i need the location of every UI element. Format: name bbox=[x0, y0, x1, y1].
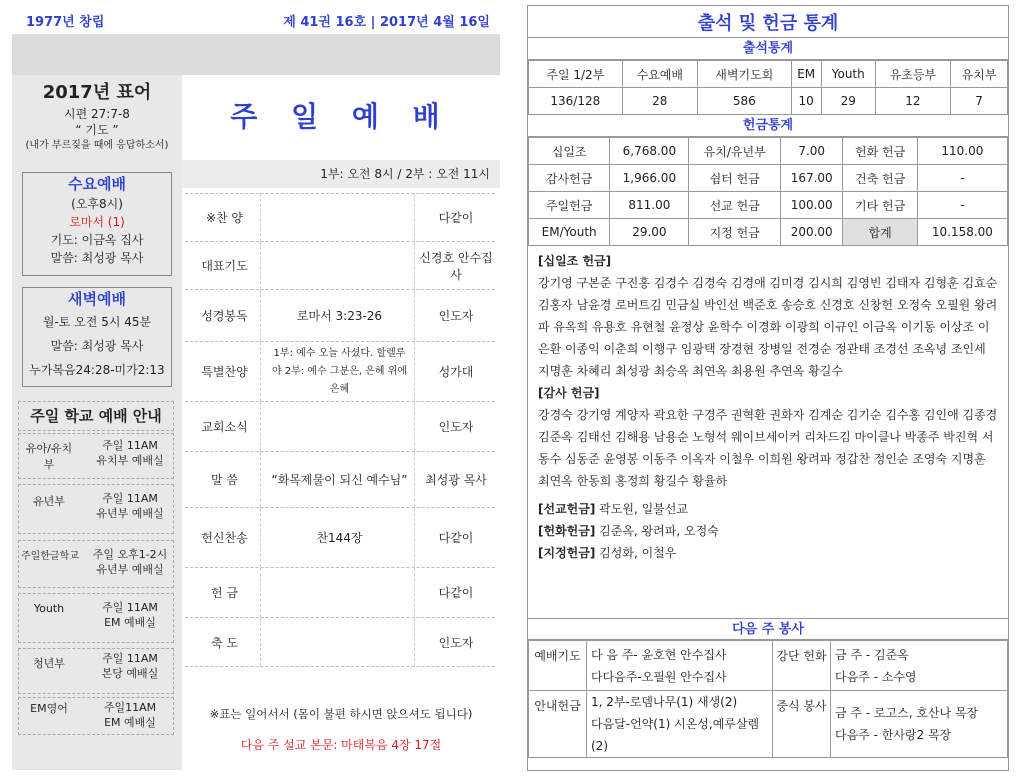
wednesday-title: 수요예배 bbox=[68, 175, 126, 193]
motto-sub: (내가 부르짖을 때에 응답하소서) bbox=[25, 140, 169, 151]
order-row: 교회소식 인도자 bbox=[185, 401, 495, 451]
wednesday-sermon: 말씀: 최성광 목사 bbox=[50, 251, 144, 265]
school-time: 주일 11AM 본당 예배실 bbox=[101, 652, 159, 680]
tithe-label: [십일조 헌금] bbox=[538, 254, 612, 268]
dawn-title: 새벽예배 bbox=[68, 290, 126, 308]
offering-row: 주일헌금 811.00 선교 헌금 100.00 기타 헌금 - bbox=[529, 192, 1008, 219]
stats-panel bbox=[527, 5, 1009, 771]
school-time: 주일11AM EM 예배실 bbox=[103, 701, 157, 729]
attendance-value-row: 136/128 28 586 10 29 12 7 bbox=[529, 88, 1008, 115]
school-item bbox=[18, 593, 174, 643]
mission-line: [선교헌금] 곽도원, 일불선교 bbox=[538, 502, 688, 516]
school-title: 주일 학교 예배 안내 bbox=[18, 401, 174, 431]
dawn-sermon: 말씀: 최성광 목사 bbox=[50, 339, 144, 353]
school-item bbox=[18, 540, 174, 588]
motto-block bbox=[12, 80, 182, 153]
header-band bbox=[12, 34, 500, 75]
school-item bbox=[18, 484, 174, 534]
attendance-title: 출석통계 bbox=[528, 38, 1008, 60]
worship-times: 1부: 오전 8시 / 2부 : 오전 11시 bbox=[182, 160, 500, 188]
order-row: 축 도 인도자 bbox=[185, 617, 495, 667]
school-item bbox=[18, 433, 174, 479]
issue-date: 제 41권 16호 | 2017년 4월 16일 bbox=[283, 15, 490, 30]
attendance-table bbox=[528, 60, 1008, 115]
motto-verse: 시편 27:7-8 bbox=[64, 107, 130, 121]
order-row: 성경봉독 로마서 3:23-26 인도자 bbox=[185, 289, 495, 341]
motto-quote: “ 기도 ” bbox=[75, 123, 119, 137]
order-row: 헌신찬송 찬144장 다같이 bbox=[185, 507, 495, 567]
donor-lists bbox=[528, 246, 1008, 618]
wednesday-time: (오후8시) bbox=[71, 197, 123, 211]
dawn-time: 월-토 오전 5시 45분 bbox=[42, 315, 152, 329]
offering-row: 십일조 6,768.00 유치/유년부 7.00 헌화 헌금 110.00 bbox=[529, 138, 1008, 165]
school-name: 주일한글학교 bbox=[21, 551, 79, 562]
school-time: 주일 11AM 유년부 예배실 bbox=[96, 492, 164, 520]
dawn-service-box bbox=[22, 287, 172, 387]
school-name: 유년부 bbox=[33, 495, 65, 508]
tithe-names: 강기영 구본준 구진홍 김경수 김경숙 김경애 김미경 김시희 김영빈 김태자 김형훈 김효순 김홍자 남윤경 로버트김 민금실 박인선 백준호 송승호 신경호 신창헌 오정숙 오필원 왕려파 유옥희 유용호 유현철 윤정상 윤학수 이경화 이광희 이규인 이금옥 이기동 이상조 이은환 이종익 이춘희 이행구 임광택 장경현 장병일 전경순 정관태 조경선 조옥녕 조인세 지명훈 차혜리 최성광 최승옥 최연옥 최용원 추연옥 황길수 bbox=[538, 276, 998, 378]
dawn-text: 누가복음24:28-미가2:13 bbox=[29, 363, 165, 377]
wednesday-prayer: 기도: 이금옥 집사 bbox=[50, 233, 144, 247]
total-label: 합계 bbox=[843, 219, 917, 246]
offering-table bbox=[528, 137, 1008, 246]
motto-title: 2017년 표어 bbox=[42, 82, 152, 103]
serve-row: 예배기도 다 음 주- 윤호현 안수집사 다다음주-오필원 안수집사 강단 헌화 금 주 - 김준옥 다음주 - 소수영 bbox=[529, 641, 1008, 691]
school-time: 주일 11AM 유치부 예배실 bbox=[96, 439, 164, 467]
order-row: 헌 금 다같이 bbox=[185, 567, 495, 617]
school-item bbox=[18, 648, 174, 694]
stats-title: 출석 및 헌금 통계 bbox=[528, 6, 1008, 38]
order-row: 대표기도 신경호 안수집사 bbox=[185, 241, 495, 289]
offering-title: 헌금통계 bbox=[528, 115, 1008, 137]
thanks-names: 강경숙 강기영 계양자 곽요한 구경주 권혁환 권화자 김계순 김기순 김수홍 김인애 김종경 김준옥 김태선 김해용 남용순 노형석 웨이브세이커 리차드김 마이클나 박종주 박진혁 서동수 심동준 윤영봉 이동주 이옥자 이철우 이희원 왕려파 정갑찬 정인순 조영숙 지명훈 최연옥 한동희 홍정희 황길수 황율하 bbox=[538, 408, 998, 488]
offering-row: 감사헌금 1,966.00 쉼터 헌금 167.00 건축 헌금 - bbox=[529, 165, 1008, 192]
total-value: 10.158.00 bbox=[917, 219, 1007, 246]
school-time: 주일 11AM EM 예배실 bbox=[102, 601, 158, 629]
wednesday-text: 로마서 (1) bbox=[69, 215, 125, 229]
serve-table bbox=[528, 640, 1008, 758]
thanks-label: [감사 헌금] bbox=[538, 386, 600, 400]
designated-line: [지정헌금] 김성화, 이철우 bbox=[538, 546, 677, 560]
order-row: ※찬 양 다같이 bbox=[185, 193, 495, 241]
flower-line: [헌화헌금] 김준옥, 왕려파, 오정숙 bbox=[538, 524, 719, 538]
founded-year: 1977년 창립 bbox=[26, 15, 105, 30]
order-row: 특별찬양 1부: 예수 오늘 사셨다. 할렐루야 2부: 예수 그분은, 은혜 위에 은혜 성가대 bbox=[185, 341, 495, 401]
bulletin-header bbox=[12, 8, 500, 32]
next-sermon: 다음 주 설교 본문: 마태복음 4장 17절 bbox=[240, 738, 442, 752]
order-row: 말 씀 “화목제물이 되신 예수님” 최성광 목사 bbox=[185, 451, 495, 507]
attendance-header-row: 주일 1/2부 수요예배 새벽기도회 EM Youth 유초등부 유치부 bbox=[529, 61, 1008, 88]
school-name: Youth bbox=[33, 602, 65, 615]
school-name: 청년부 bbox=[33, 657, 65, 670]
school-name: EM영어 bbox=[30, 702, 68, 715]
school-item bbox=[18, 697, 174, 735]
worship-note: ※표는 일어서서 (몸이 불편 하시면 앉으셔도 됩니다) bbox=[209, 707, 473, 721]
school-name: 유아/유치부 bbox=[25, 442, 73, 471]
serve-row: 안내헌금 1, 2부-로뎀나무(1) 새생(2) 다음달-언약(1) 시온성,예루살렘(2) 중식 봉사 금 주 - 로고스, 호산나 목장 다음주 - 한사랑2 목장 bbox=[529, 691, 1008, 758]
school-time: 주일 오후1-2시 유년부 예배실 bbox=[92, 548, 168, 576]
next-serve-title: 다음 주 봉사 bbox=[528, 618, 1008, 640]
worship-title: 주 일 예 배 bbox=[230, 100, 452, 133]
offering-row: EM/Youth 29.00 지정 헌금 200.00 합계 10.158.00 bbox=[529, 219, 1008, 246]
wednesday-service-box bbox=[22, 172, 172, 276]
